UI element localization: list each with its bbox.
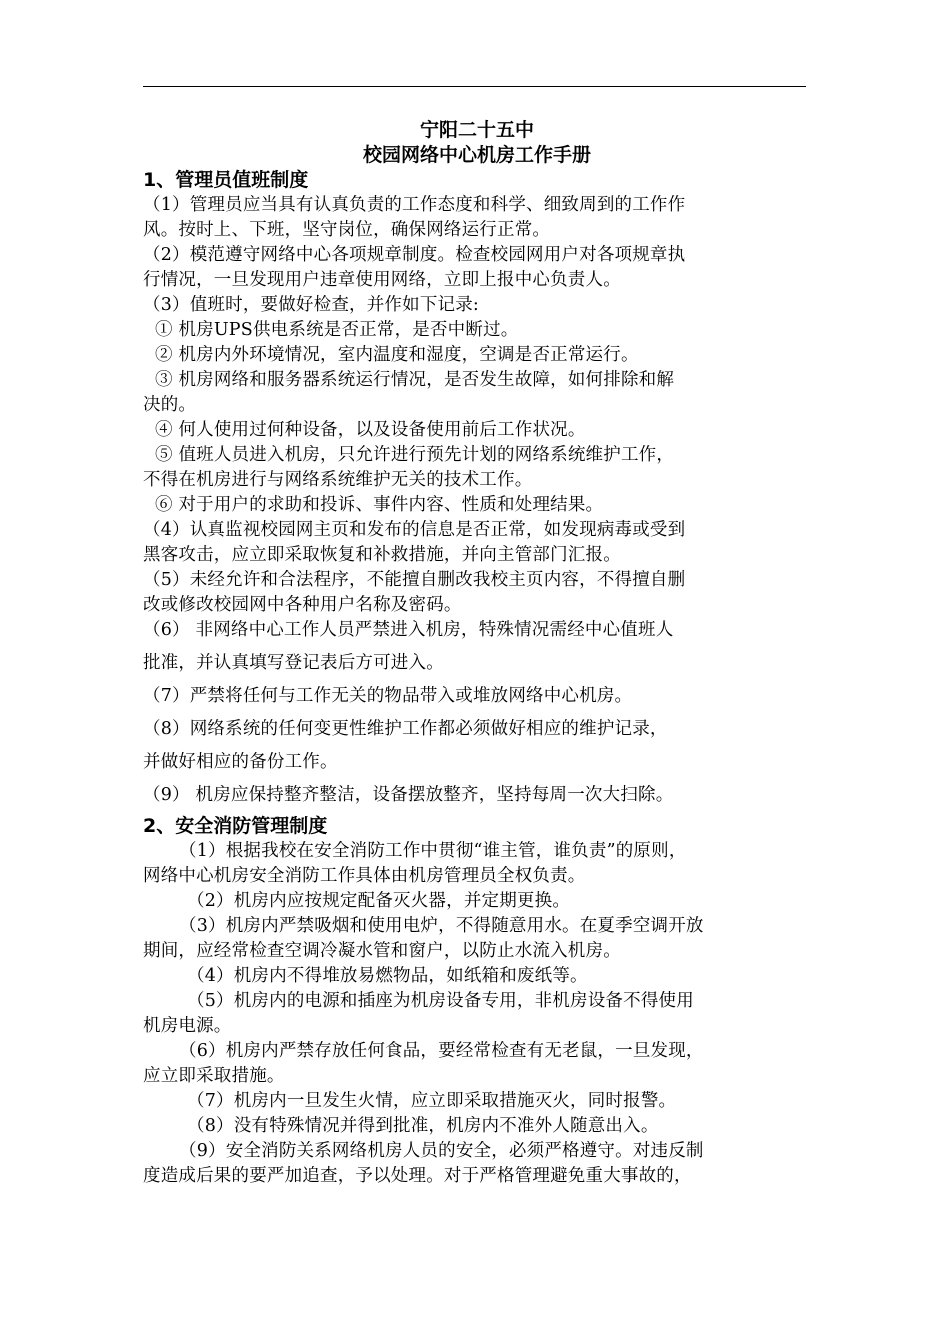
s1-line: （8）网络系统的任何变更性维护工作都必须做好相应的维护记录， xyxy=(143,719,668,739)
s1-line: （9） 机房应保持整齐整洁，设备摆放整齐，坚持每周一次大扫除。 xyxy=(143,785,674,805)
s2-line: （9）安全消防关系网络机房人员的安全，必须严格遵守。对违反制 xyxy=(179,1141,704,1161)
s1-line: 并做好相应的备份工作。 xyxy=(143,752,338,772)
s1-line: 改或修改校园网中各种用户名称及密码。 xyxy=(143,595,462,615)
s1-line: （5）未经允许和合法程序，不能擅自删改我校主页内容，不得擅自删 xyxy=(143,570,686,590)
s2-line: 网络中心机房安全消防工作具体由机房管理员全权负责。 xyxy=(143,866,586,886)
s2-line: （2）机房内应按规定配备灭火器，并定期更换。 xyxy=(187,891,571,911)
header-rule xyxy=(143,86,806,87)
s2-line: （7）机房内一旦发生火情，应立即采取措施灭火，同时报警。 xyxy=(187,1091,677,1111)
s1-line: 批准，并认真填写登记表后方可进入。 xyxy=(143,653,444,673)
section1-heading: 1、管理员值班制度 xyxy=(143,169,309,191)
s2-line: 度造成后果的要严加追查，予以处理。对于严格管理避免重大事故的， xyxy=(143,1166,692,1186)
s2-line: 期间，应经常检查空调冷凝水管和窗户，以防止水流入机房。 xyxy=(143,941,621,961)
s2-line: （8）没有特殊情况并得到批准，机房内不准外人随意出入。 xyxy=(187,1116,659,1136)
s1-line: 风。按时上、下班，坚守岗位，确保网络运行正常。 xyxy=(143,220,551,240)
document-page xyxy=(143,118,811,1189)
s1-line: ④ 何人使用过何种设备，以及设备使用前后工作状况。 xyxy=(155,420,586,440)
s2-line: （3）机房内严禁吸烟和使用电炉，不得随意用水。在夏季空调开放 xyxy=(179,916,704,936)
s1-line: ③ 机房网络和服务器系统运行情况，是否发生故障，如何排除和解 xyxy=(155,370,675,390)
section2-heading: 2、安全消防管理制度 xyxy=(143,815,328,837)
s1-line: 不得在机房进行与网络系统维护无关的技术工作。 xyxy=(143,470,533,490)
s2-line: 应立即采取措施。 xyxy=(143,1066,285,1086)
s1-line: ⑤ 值班人员进入机房，只允许进行预先计划的网络系统维护工作， xyxy=(155,445,675,465)
s2-line: （5）机房内的电源和插座为机房设备专用，非机房设备不得使用 xyxy=(187,991,694,1011)
s1-line: 行情况，一旦发现用户违章使用网络，立即上报中心负责人。 xyxy=(143,270,621,290)
s1-line: ⑥ 对于用户的求助和投诉、事件内容、性质和处理结果。 xyxy=(155,495,604,515)
school-name: 宁阳二十五中 xyxy=(419,119,534,141)
s2-line: （1）根据我校在安全消防工作中贯彻“谁主管，谁负责”的原则， xyxy=(179,841,687,861)
s1-line: （3）值班时，要做好检查，并作如下记录: xyxy=(143,295,480,315)
s1-line: ② 机房内外环境情况，室内温度和湿度，空调是否正常运行。 xyxy=(155,345,639,365)
s1-line: ① 机房UPS供电系统是否正常，是否中断过。 xyxy=(155,320,519,340)
s1-line: 黑客攻击，应立即采取恢复和补救措施，并向主管部门汇报。 xyxy=(143,545,621,565)
s1-line: （7）严禁将任何与工作无关的物品带入或堆放网络中心机房。 xyxy=(143,686,633,706)
s2-line: （4）机房内不得堆放易燃物品，如纸箱和废纸等。 xyxy=(187,966,588,986)
s2-line: 机房电源。 xyxy=(143,1016,232,1036)
s1-line: （1）管理员应当具有认真负责的工作态度和科学、细致周到的工作作 xyxy=(143,195,686,215)
s1-line: （6） 非网络中心工作人员严禁进入机房，特殊情况需经中心值班人 xyxy=(143,620,674,640)
s1-line: （2）模范遵守网络中心各项规章制度。检查校园网用户对各项规章执 xyxy=(143,245,686,265)
s1-line: 决的。 xyxy=(143,395,197,415)
s1-line: （4）认真监视校园网主页和发布的信息是否正常，如发现病毒或受到 xyxy=(143,520,686,540)
s2-line: （6）机房内严禁存放任何食品，要经常检查有无老鼠，一旦发现， xyxy=(179,1041,704,1061)
manual-title: 校园网络中心机房工作手册 xyxy=(362,144,591,166)
